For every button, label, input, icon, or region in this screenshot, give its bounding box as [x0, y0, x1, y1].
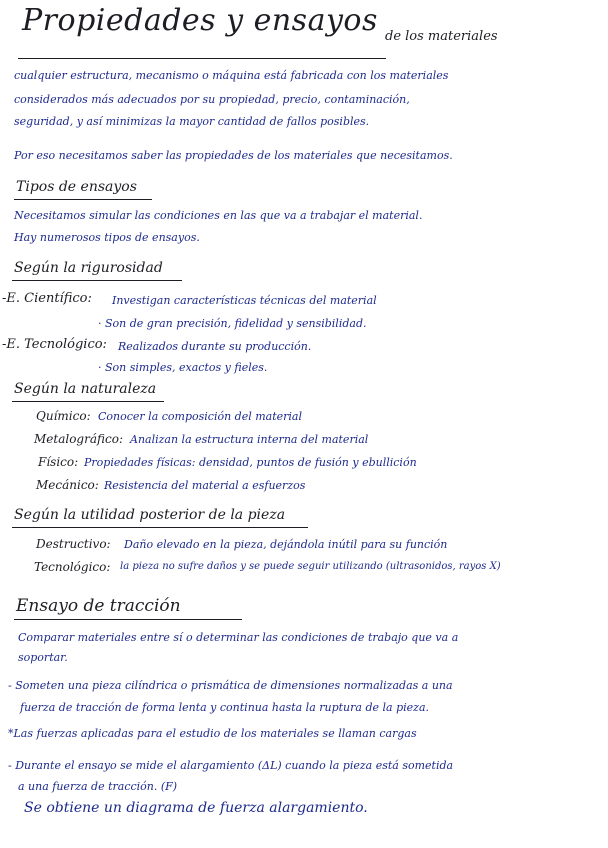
- traccion-paragraph-line: - Someten una pieza cilíndrica o prismática de dimensiones normalizadas a una: [8, 679, 453, 692]
- traccion-paragraph-line: a una fuerza de tracción. (F): [18, 780, 178, 793]
- section-heading-utilidad: Según la utilidad posterior de la pieza: [14, 507, 286, 523]
- section-heading-naturaleza: Según la naturaleza: [14, 381, 157, 397]
- intro-line: cualquier estructura, mecanismo o máquina está fabricada con los materiales: [14, 69, 449, 82]
- cientifico-label: -E. Científico:: [2, 291, 92, 306]
- heading-underline: [14, 619, 242, 620]
- naturaleza-label: Químico:: [36, 409, 91, 423]
- tecnologico-label: -E. Tecnológico:: [2, 337, 107, 352]
- utilidad-text: Daño elevado en la pieza, dejándola inútil para su función: [124, 538, 448, 551]
- traccion-conclusion: Se obtiene un diagrama de fuerza alargamiento.: [24, 800, 368, 816]
- tecnologico-line: · Son simples, exactos y fieles.: [98, 361, 268, 374]
- tecnologico-line: Realizados durante su producción.: [118, 340, 312, 353]
- naturaleza-text: Conocer la composición del material: [98, 410, 303, 423]
- page-subtitle: de los materiales: [385, 29, 498, 44]
- section-heading-traccion: Ensayo de tracción: [16, 596, 181, 616]
- intro-line: seguridad, y así minimizas la mayor cantidad de fallos posibles.: [14, 115, 370, 128]
- naturaleza-label: Mecánico:: [36, 478, 99, 492]
- heading-underline: [12, 401, 164, 402]
- naturaleza-label: Metalográfico:: [34, 432, 123, 446]
- section-heading-tipos: Tipos de ensayos: [16, 179, 137, 195]
- traccion-note: *Las fuerzas aplicadas para el estudio de los materiales se llaman cargas: [8, 727, 417, 740]
- naturaleza-text: Propiedades físicas: densidad, puntos de fusión y ebullición: [84, 456, 417, 469]
- traccion-intro-line: soportar.: [18, 651, 68, 664]
- heading-underline: [12, 527, 308, 528]
- heading-underline: [12, 280, 182, 281]
- tipos-line: Hay numerosos tipos de ensayos.: [14, 231, 200, 244]
- intro-line: considerados más adecuados por su propiedad, precio, contaminación,: [14, 93, 410, 106]
- naturaleza-label: Físico:: [38, 455, 79, 469]
- naturaleza-text: Resistencia del material a esfuerzos: [104, 479, 306, 492]
- traccion-paragraph-line: fuerza de tracción de forma lenta y continua hasta la ruptura de la pieza.: [20, 701, 429, 714]
- title-underline: [18, 58, 386, 59]
- traccion-paragraph-line: - Durante el ensayo se mide el alargamiento (ΔL) cuando la pieza está sometida: [8, 759, 454, 772]
- naturaleza-text: Analizan la estructura interna del material: [130, 433, 369, 446]
- page-title: Propiedades y ensayos: [22, 3, 378, 38]
- cientifico-line: Investigan características técnicas del material: [112, 294, 377, 307]
- tipos-line: Necesitamos simular las condiciones en las que va a trabajar el material.: [14, 209, 423, 222]
- cientifico-line: · Son de gran precisión, fidelidad y sensibilidad.: [98, 317, 367, 330]
- traccion-intro-line: Comparar materiales entre sí o determinar las condiciones de trabajo que va a: [18, 631, 459, 644]
- intro-line: Por eso necesitamos saber las propiedades de los materiales que necesitamos.: [14, 149, 453, 162]
- utilidad-label: Destructivo:: [36, 537, 111, 551]
- utilidad-label: Tecnológico:: [34, 560, 111, 574]
- section-heading-rigurosidad: Según la rigurosidad: [14, 260, 163, 276]
- heading-underline: [14, 199, 152, 200]
- utilidad-text: la pieza no sufre daños y se puede seguir utilizando (ultrasonidos, rayos X): [120, 561, 501, 572]
